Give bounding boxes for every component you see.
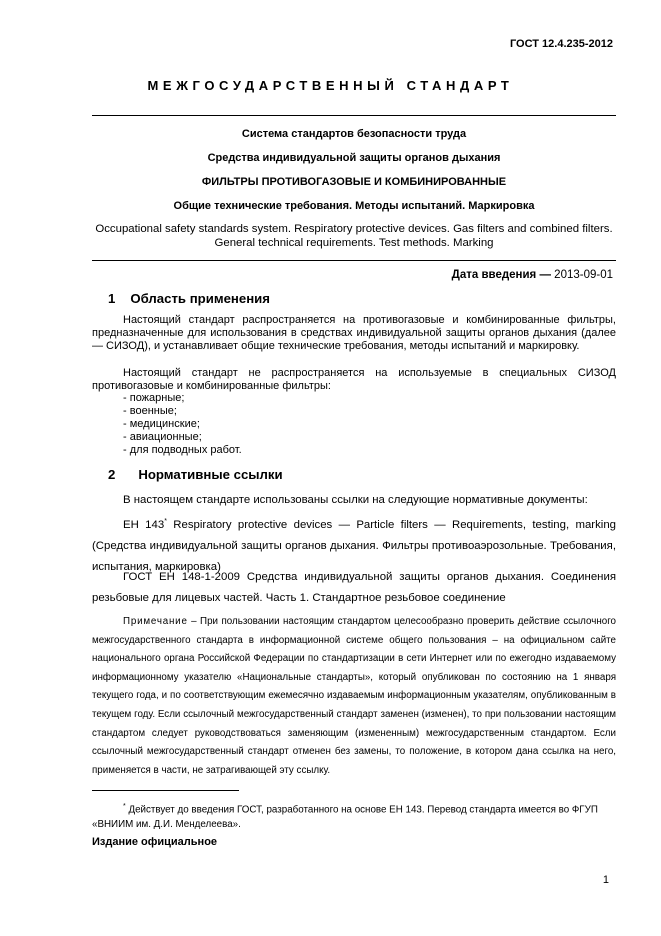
list-item: - авиационные; (123, 431, 242, 444)
footnote-text: Действует до введения ГОСТ, разработанного на основе ЕН 143. Перевод стандарта имеется во ФГУП «ВНИИМ им. Д.И. Менделеева». (92, 804, 598, 831)
section2-intro: В настоящем стандарте использованы ссылки на следующие нормативные документы: (123, 494, 588, 506)
footnote-rule (92, 790, 239, 791)
introduction-date (452, 269, 613, 281)
english-title-line2: General technical requirements. Test methods. Marking (214, 237, 494, 249)
main-title: МЕЖГОСУДАРСТВЕННЫЙ СТАНДАРТ (147, 78, 514, 93)
section1-heading (108, 291, 270, 306)
reference-en143-code: ЕН 143 (123, 518, 165, 531)
footnote-mark: * (123, 803, 126, 810)
note-text: – При пользовании настоящим стандартом целесообразно проверить действие ссылочного межгосударственного стандарта в информационной системе общего пользования – на официальном сайте национального органа Российской Федерации по стандартизации в сети Интернет или по ежегодно издаваемому информационному указателю «Национальные стандарты», который опубликован по состоянию на 1 января текущего года, и по соответствующим ежемесячно издаваемым информационным указателям, опубликованным в текущем году. Если ссылочный межгосударственный стандарт заменен (изменен), то при пользовании настоящим стандартом следует руководствоваться заменяющим (измененным) межгосударственным стандартом. Если ссылочный межгосударственный стандарт отменен без замены, то положение, в котором дана ссылка на него, применяется в части, не затрагивающей эту ссылку. (92, 616, 616, 776)
note-label: Примечание (123, 616, 188, 627)
standard-code: ГОСТ 12.4.235-2012 (509, 38, 613, 50)
section2-number: 2 (108, 467, 116, 482)
footnote (92, 799, 616, 832)
bottom-rule (92, 260, 616, 261)
exclusion-list (123, 392, 242, 457)
section2-title: Нормативные ссылки (138, 467, 283, 482)
edition-label: Издание официальное (92, 836, 218, 848)
section2-heading (108, 467, 283, 482)
note-block (92, 613, 616, 780)
section1-paragraph2: Настоящий стандарт не распространяется на используемые в специальных СИЗОД противогазовые и комбинированные фильтры: (92, 367, 616, 393)
reference-gost-en148: ГОСТ ЕН 148-1-2009 Средства индивидуальной защиты органов дыхания. Соединения резьбовые для лицевых частей. Часть 1. Стандартное резьбовое соединение (92, 571, 616, 604)
list-item: - пожарные; (123, 392, 242, 405)
reference-en143-text: Respiratory protective devices — Particle filters — Requirements, testing, marking (Средства индивидуальной защиты органов дыхания. Фильтры противоаэрозольные. Требования, испытания, маркировка) (92, 518, 616, 573)
list-item: - медицинские; (123, 418, 242, 431)
date-label: Дата введения (451, 269, 537, 281)
top-rule (92, 115, 616, 116)
title-requirements: Общие технические требования. Методы испытаний. Маркировка (173, 200, 535, 212)
title-filters: ФИЛЬТРЫ ПРОТИВОГАЗОВЫЕ И КОМБИНИРОВАННЫЕ (201, 176, 507, 188)
english-title-line1: Occupational safety standards system. Respiratory protective devices. Gas filters and combined filters. (95, 223, 613, 235)
title-system: Система стандартов безопасности труда (241, 128, 467, 140)
footnote-marker: * (164, 518, 167, 525)
date-value: 2013-09-01 (554, 269, 613, 281)
title-means: Средства индивидуальной защиты органов дыхания (207, 152, 501, 164)
list-item: - военные; (123, 405, 242, 418)
section1-number: 1 (108, 291, 116, 306)
section1-paragraph1: Настоящий стандарт распространяется на противогазовые и комбинированные фильтры, предназначенные для использования в средствах индивидуальной защиты органов дыхания (далее — СИЗОД), и устанавливает общие технические требования, методы испытаний и маркировку. (92, 314, 616, 353)
list-item: - для подводных работ. (123, 444, 242, 457)
date-dash: — (536, 269, 555, 281)
page-number: 1 (602, 874, 609, 886)
section1-title: Область применения (130, 291, 270, 306)
